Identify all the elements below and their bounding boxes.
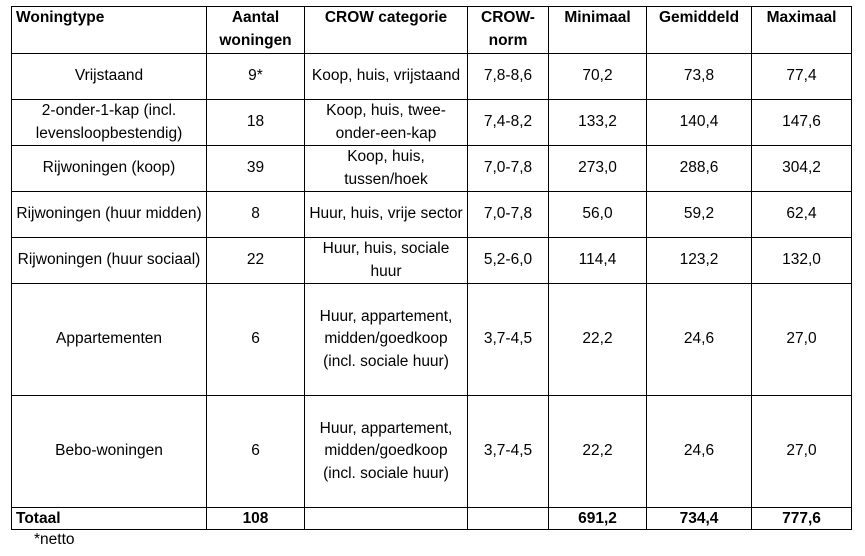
cell-avg: 140,4 xyxy=(647,100,752,146)
parking-norm-table-container xyxy=(11,6,852,530)
column-header-crow-categorie: CROW categorie xyxy=(305,7,468,54)
total-norm xyxy=(468,508,549,530)
cell-max: 27,0 xyxy=(752,396,852,508)
cell-avg: 59,2 xyxy=(647,192,752,238)
cell-min: 114,4 xyxy=(549,238,647,284)
cell-type: Rijwoningen (huur midden) xyxy=(12,192,207,238)
cell-avg: 288,6 xyxy=(647,146,752,192)
cell-category: Huur, huis, sociale huur xyxy=(305,238,468,284)
cell-min: 22,2 xyxy=(549,396,647,508)
footnote: *netto xyxy=(34,531,75,548)
cell-count: 39 xyxy=(207,146,305,192)
cell-norm: 7,0-7,8 xyxy=(468,146,549,192)
cell-count: 6 xyxy=(207,284,305,396)
total-count: 108 xyxy=(207,508,305,530)
cell-avg: 24,6 xyxy=(647,396,752,508)
cell-type: 2-onder-1-kap (incl. levensloopbestendig) xyxy=(12,100,207,146)
cell-type: Vrijstaand xyxy=(12,54,207,100)
cell-count: 22 xyxy=(207,238,305,284)
cell-norm: 3,7-4,5 xyxy=(468,396,549,508)
table-row xyxy=(12,146,852,192)
total-min: 691,2 xyxy=(549,508,647,530)
cell-count: 18 xyxy=(207,100,305,146)
column-header-woningtype: Woningtype xyxy=(12,7,207,54)
cell-norm: 5,2-6,0 xyxy=(468,238,549,284)
cell-avg: 24,6 xyxy=(647,284,752,396)
cell-min: 133,2 xyxy=(549,100,647,146)
total-avg: 734,4 xyxy=(647,508,752,530)
cell-count: 9* xyxy=(207,54,305,100)
column-header-crow-norm: CROW-norm xyxy=(468,7,549,54)
cell-category: Huur, huis, vrije sector xyxy=(305,192,468,238)
cell-avg: 123,2 xyxy=(647,238,752,284)
table-row xyxy=(12,238,852,284)
cell-min: 22,2 xyxy=(549,284,647,396)
table-total-row xyxy=(12,508,852,530)
cell-norm: 3,7-4,5 xyxy=(468,284,549,396)
total-category xyxy=(305,508,468,530)
total-max: 777,6 xyxy=(752,508,852,530)
cell-category: Koop, huis, twee-onder-een-kap xyxy=(305,100,468,146)
cell-max: 147,6 xyxy=(752,100,852,146)
table-header-row xyxy=(12,7,852,54)
cell-type: Rijwoningen (huur sociaal) xyxy=(12,238,207,284)
cell-type: Rijwoningen (koop) xyxy=(12,146,207,192)
cell-type: Appartementen xyxy=(12,284,207,396)
cell-max: 132,0 xyxy=(752,238,852,284)
table-row xyxy=(12,396,852,508)
total-label: Totaal xyxy=(12,508,207,530)
column-header-maximaal: Maximaal xyxy=(752,7,852,54)
table-row xyxy=(12,284,852,396)
column-header-minimaal: Minimaal xyxy=(549,7,647,54)
table-row xyxy=(12,100,852,146)
column-header-gemiddeld: Gemiddeld xyxy=(647,7,752,54)
cell-min: 70,2 xyxy=(549,54,647,100)
cell-min: 56,0 xyxy=(549,192,647,238)
cell-max: 304,2 xyxy=(752,146,852,192)
cell-category: Huur, appartement, midden/goedkoop (incl. sociale huur) xyxy=(305,284,468,396)
table-row xyxy=(12,54,852,100)
cell-max: 62,4 xyxy=(752,192,852,238)
cell-max: 27,0 xyxy=(752,284,852,396)
cell-avg: 73,8 xyxy=(647,54,752,100)
table-row xyxy=(12,192,852,238)
cell-count: 8 xyxy=(207,192,305,238)
cell-category: Koop, huis, vrijstaand xyxy=(305,54,468,100)
cell-max: 77,4 xyxy=(752,54,852,100)
cell-category: Huur, appartement, midden/goedkoop (incl. sociale huur) xyxy=(305,396,468,508)
cell-norm: 7,4-8,2 xyxy=(468,100,549,146)
column-header-aantal: Aantal woningen xyxy=(207,7,305,54)
cell-category: Koop, huis, tussen/hoek xyxy=(305,146,468,192)
cell-min: 273,0 xyxy=(549,146,647,192)
cell-norm: 7,8-8,6 xyxy=(468,54,549,100)
cell-count: 6 xyxy=(207,396,305,508)
cell-norm: 7,0-7,8 xyxy=(468,192,549,238)
parking-norm-table xyxy=(11,6,852,530)
cell-type: Bebo-woningen xyxy=(12,396,207,508)
